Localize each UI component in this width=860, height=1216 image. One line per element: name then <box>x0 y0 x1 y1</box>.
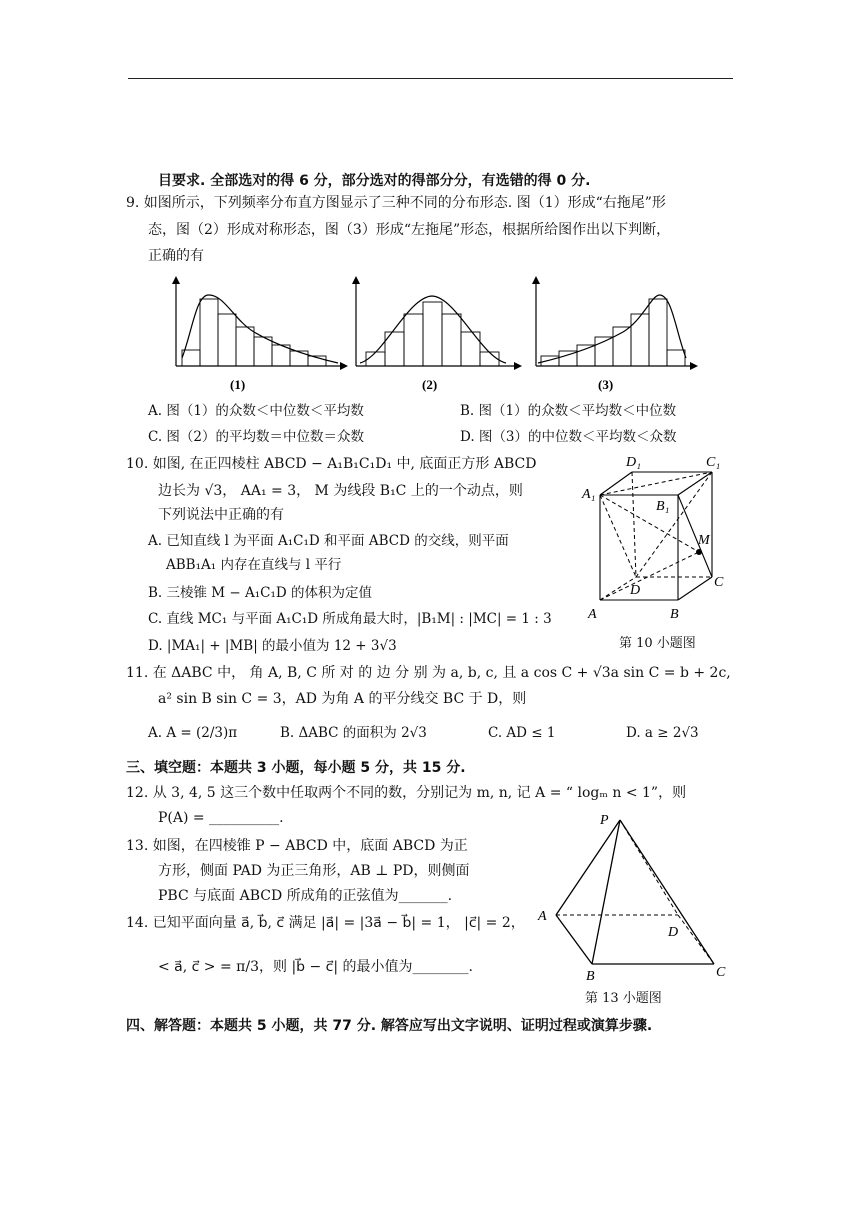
intro-line: 目要求. 全部选对的得 6 分，部分选对的得部分分，有选错的得 0 分. <box>158 173 591 189</box>
histogram-2-label: (2) <box>422 377 438 392</box>
q9-line-2: 态，图（2）形成对称形态，图（3）形成“左拖尾”形态，根据所给图作出以下判断， <box>148 222 671 238</box>
section-3-heading: 三、填空题：本题共 3 小题，每小题 5 分，共 15 分. <box>126 760 466 776</box>
histogram-2 <box>352 276 522 392</box>
q12-line-1: 12. 从 3, 4, 5 这三个数中任取两个不同的数，分别记为 m, n, 记 A = “ logₘ n < 1”，则 <box>126 785 687 801</box>
q10-label-c: C <box>714 575 724 590</box>
histogram-3-label: (3) <box>598 377 614 392</box>
q10-caption: 第 10 小题图 <box>619 636 696 651</box>
q10-label-c1: C₁ <box>706 455 721 470</box>
q12-line-2: P(A) = __________. <box>158 810 284 826</box>
q11-option-c: C. AD ≤ 1 <box>488 725 556 741</box>
q13-line-2: 方形，侧面 PAD 为正三角形，AB ⊥ PD，则侧面 <box>158 863 470 879</box>
q9-line-1: 9. 如图所示，下列频率分布直方图显示了三种不同的分布形态. 图（1）形成“右拖尾”形 <box>126 195 666 211</box>
q10-label-b1: B₁ <box>656 499 670 514</box>
q13-label-d: D <box>668 925 679 940</box>
q11-option-a: A. A = (2/3)π <box>148 725 238 741</box>
q10-option-c: C. 直线 MC₁ 与平面 A₁C₁D 所成角最大时，|B₁M| : |MC| = 1 : 3 <box>148 611 552 627</box>
q10-line-3: 下列说法中正确的有 <box>158 507 284 523</box>
q10-label-d1: D₁ <box>626 455 641 470</box>
q13-label-b: B <box>586 969 595 984</box>
q10-option-a: A. 已知直线 l 为平面 A₁C₁D 和平面 ABCD 的交线，则平面 <box>148 533 509 549</box>
q13-line-3: PBC 与底面 ABCD 所成角的正弦值为_______. <box>158 888 453 904</box>
q10-label-a: A <box>588 607 597 622</box>
q10-option-b: B. 三棱锥 M − A₁C₁D 的体积为定值 <box>148 585 373 601</box>
q14-line-1: 14. 已知平面向量 a⃗, b⃗, c⃗ 满足 |a⃗| = |3a⃗ − b⃗| = 1， |c⃗| = 2， <box>126 915 525 931</box>
q10-label-m: M <box>698 533 710 548</box>
q10-prism-figure <box>580 452 730 630</box>
q11-line-2: a² sin B sin C = 3，AD 为角 A 的平分线交 BC 于 D，则 <box>158 691 527 707</box>
q14-line-2: < a⃗, c⃗ > = π/3，则 |b⃗ − c⃗| 的最小值为________. <box>158 959 473 975</box>
q9-option-d: D. 图（3）的中位数＜平均数＜众数 <box>460 429 677 445</box>
q11-line-1: 11. 在 ΔABC 中， 角 A, B, C 所 对 的 边 分 别 为 a, b, c, 且 a cos C + √3a sin C = b + 2c, <box>126 665 731 681</box>
q13-caption: 第 13 小题图 <box>585 991 662 1006</box>
q13-line-1: 13. 如图，在四棱锥 P − ABCD 中，底面 ABCD 为正 <box>126 838 468 854</box>
histogram-1-label: (1) <box>230 377 246 392</box>
q10-label-d: D <box>630 583 641 598</box>
q10-option-a-cont: ABB₁A₁ 内存在直线与 l 平行 <box>166 557 342 573</box>
histogram-3 <box>532 276 698 392</box>
q9-option-a: A. 图（1）的众数＜中位数＜平均数 <box>148 403 364 419</box>
q10-line-1: 10. 如图, 在正四棱柱 ABCD − A₁B₁C₁D₁ 中, 底面正方形 ABCD <box>126 456 537 472</box>
q10-label-a1: A₁ <box>582 487 596 502</box>
q10-line-2: 边长为 √3， AA₁ = 3， M 为线段 B₁C 上的一个动点，则 <box>158 483 523 499</box>
section-4-heading: 四、解答题：本题共 5 小题，共 77 分. 解答应写出文字说明、证明过程或演算步骤. <box>126 1018 653 1034</box>
q10-label-b: B <box>670 607 679 622</box>
q9-line-3: 正确的有 <box>148 248 204 264</box>
q13-pyramid-figure <box>534 806 734 984</box>
q11-option-d: D. a ≥ 2√3 <box>626 725 699 741</box>
header-rule <box>128 78 733 79</box>
q13-label-c: C <box>716 965 726 980</box>
histogram-1 <box>172 276 348 392</box>
q10-option-d: D. |MA₁| + |MB| 的最小值为 12 + 3√3 <box>148 638 397 654</box>
q11-option-b: B. ΔABC 的面积为 2√3 <box>280 725 427 741</box>
q13-label-a: A <box>538 909 547 924</box>
q9-histogram-figures <box>168 272 708 397</box>
q9-option-c: C. 图（2）的平均数＝中位数＝众数 <box>148 429 365 445</box>
q9-option-b: B. 图（1）的众数＜平均数＜中位数 <box>460 403 677 419</box>
q13-label-p: P <box>600 813 609 828</box>
